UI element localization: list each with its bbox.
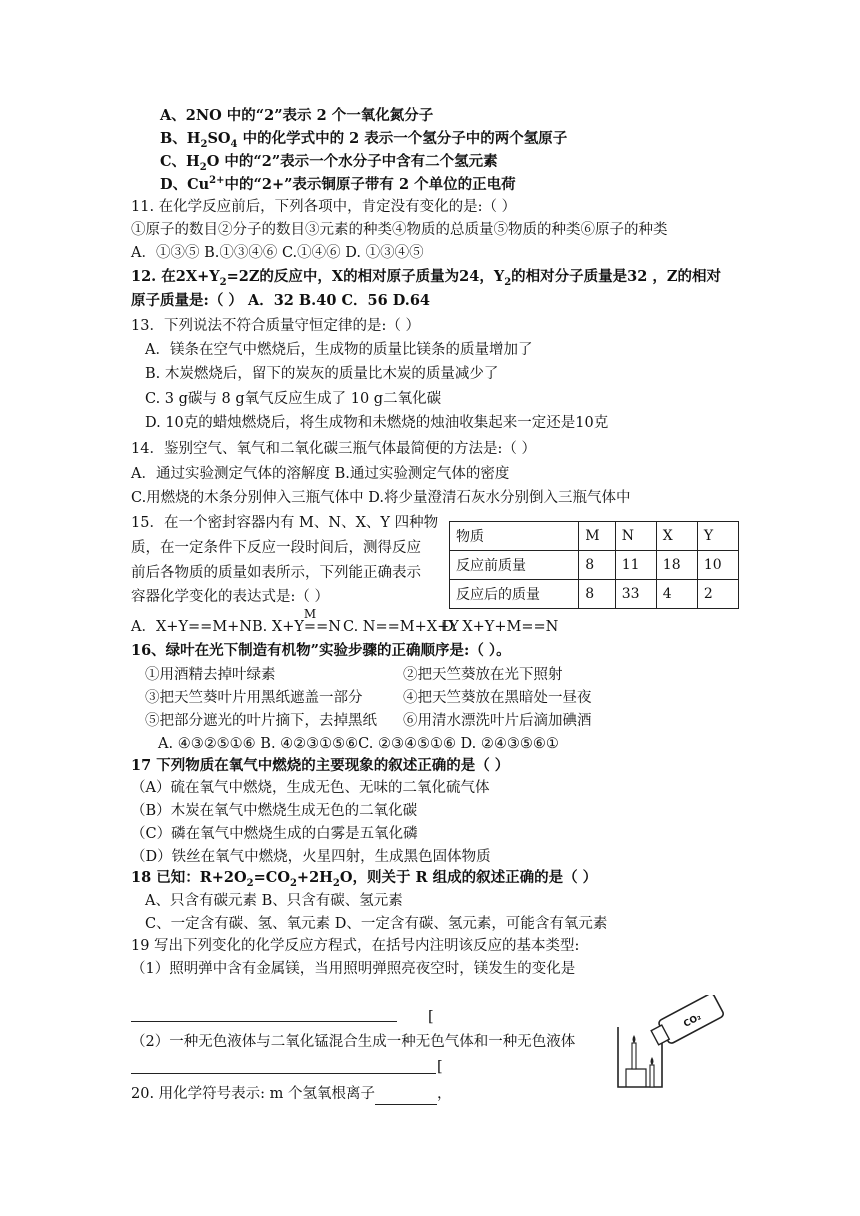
tall-candle-flame-icon (633, 1035, 636, 1043)
q13-option-c: C. 3 g碳与 8 g氧气反应生成了 10 g二氧化碳 (145, 391, 442, 407)
table-cell: X (656, 522, 697, 551)
bottle-label: CO₂ (682, 1012, 703, 1030)
q15-stem-line2: 质，在一定条件下反应一段时间后，测得反应 (131, 540, 421, 556)
answer-line-1[interactable] (131, 1021, 397, 1022)
table-row (450, 551, 739, 580)
q13-option-d: D. 10克的蜡烛燃烧后，将生成物和未燃烧的烛油收集起来一定还是10克 (145, 415, 609, 431)
q17-option-b: （B）木炭在氧气中燃烧生成无色的二氧化碳 (131, 803, 418, 819)
q17-stem: 17 下列物质在氧气中燃烧的主要现象的叙述正确的是（ ） (131, 757, 510, 774)
co2-candle-figure (610, 995, 732, 1093)
q12-stem: 12. 在$2X+Y_2=2Z$的反应中，X的相对原子质量为24，$Y_2$的相对分子质量是32 ，Z的相对 (131, 268, 721, 288)
q15-option-c: C. N==M+X+Y (343, 619, 459, 635)
q11-items: ①原子的数目②分子的数目③元素的种类④物质的总质量⑤物质的种类⑥原子的种类 (131, 222, 668, 238)
table-header-row (450, 522, 739, 551)
q18-options-ab: A、只含有碳元素 B、只含有碳、氢元素 (145, 893, 403, 909)
table-cell: 物质 (450, 522, 579, 551)
q15-stem-line1: 15．在一个密封容器内有 M、N、X、Y 四种物 (131, 515, 439, 531)
q20-answer-blank[interactable] (375, 1082, 437, 1105)
mass-table (449, 521, 739, 609)
q20-question: 20. 用化学符号表示: m 个氢氧根离子 ， (131, 1082, 452, 1105)
q11-options: A．①③⑤ B.①③④⑥ C.①④⑥ D. ①③④⑤ (131, 245, 424, 261)
q10-option-c: C、$H_2O$ 中的“2”表示一个水分子中含有二个氢元素 (160, 153, 498, 173)
q17-option-a: （A）硫在氧气中燃烧，生成无色、无味的二氧化硫气体 (131, 780, 490, 796)
table-cell: N (615, 522, 656, 551)
q18-options-cd: C、一定含有碳、氢、氧元素 D、一定含有碳、氢元素，可能含有氧元素 (145, 916, 608, 932)
table-cell: 反应前质量 (450, 551, 579, 580)
table-cell: 2 (697, 580, 738, 609)
q16-step-5: ⑤把部分遮光的叶片摘下，去掉黑纸 (145, 713, 377, 729)
q17-option-d: （D）铁丝在氧气中燃烧，火星四射，生成黑色固体物质 (131, 849, 491, 865)
q13-stem: 13．下列说法不符合质量守恒定律的是:（ ） (131, 318, 420, 334)
q18-stem: 18 已知：$R+2O_2=CO_2+2H_2O$，则关于 R 组成的叙述正确的是（ ） (131, 869, 598, 889)
q16-stem: 16、绿叶在光下制造有机物”实验步骤的正确顺序是:（ ）。 (131, 642, 511, 659)
q16-options: A. ④③②⑤①⑥ B. ④②③①⑤⑥C. ②③④⑤①⑥ D. ②④③⑤⑥① (158, 736, 559, 752)
q15-option-b: B. X+Y M ==N (252, 607, 341, 635)
q12-options: 原子质量是:（ ） A．32 B.40 C．56 D.64 (131, 292, 431, 309)
q16-step-6: ⑥用清水漂洗叶片后滴加碘酒 (403, 713, 592, 729)
table-cell: 反应后的质量 (450, 580, 579, 609)
q15-stem-line3: 前后各物质的质量如表所示，下列能正确表示 (131, 565, 421, 581)
answer-line-2[interactable] (131, 1073, 436, 1074)
table-cell: M (579, 522, 615, 551)
q14-options-ab: A．通过实验测定气体的溶解度 B.通过实验测定气体的密度 (131, 466, 510, 482)
q19-stem: 19 写出下列变化的化学反应方程式，在括号内注明该反应的基本类型: (131, 938, 580, 954)
table-cell: 4 (656, 580, 697, 609)
q19-part-1: （1）照明弹中含有金属镁，当用照明弹照亮夜空时，镁发生的变化是 (131, 961, 576, 977)
table-cell: 10 (697, 551, 738, 580)
q13-option-b: B. 木炭燃烧后，留下的炭灰的质量比木炭的质量减少了 (145, 366, 499, 382)
q10-option-d: D、$Cu^{2+}$中的“2+”表示铜原子带有 2 个单位的正电荷 (160, 175, 516, 193)
q15-stem-line4: 容器化学变化的表达式是:（ ） (131, 589, 329, 605)
q17-option-c: （C）磷在氧气中燃烧生成的白雾是五氧化磷 (131, 826, 418, 842)
short-candle (650, 1065, 654, 1087)
tall-candle (632, 1043, 636, 1069)
table-row (450, 580, 739, 609)
co2-bottle (649, 995, 725, 1049)
q16-step-2: ②把天竺葵放在光下照射 (403, 667, 563, 683)
q19-part-2: （2）一种无色液体与二氧化锰混合生成一种无色气体和一种无色液体 (131, 1034, 576, 1050)
short-candle-flame-icon (651, 1057, 654, 1065)
q14-stem: 14．鉴别空气、氧气和二氧化碳三瓶气体最简便的方法是:（ ） (131, 441, 536, 457)
table-cell: 8 (579, 551, 615, 580)
table-cell: 8 (579, 580, 615, 609)
q15-option-a: A．X+Y==M+N (131, 619, 252, 635)
q10-option-b: B、$H_2SO_4$ 中的化学式中的 2 表示一个氢分子中的两个氢原子 (160, 130, 568, 150)
q11-stem: 11. 在化学反应前后，下列各项中，肯定没有变化的是:（ ） (131, 199, 517, 215)
table-cell: 11 (615, 551, 656, 580)
q16-step-3: ③把天竺葵叶片用黑纸遮盖一部分 (145, 690, 363, 706)
q13-option-a: A．镁条在空气中燃烧后，生成物的质量比镁条的质量增加了 (145, 342, 533, 358)
q10-option-a: A、2NO 中的“2”表示 2 个一氧化氮分子 (160, 107, 434, 124)
q14-options-cd: C.用燃烧的木条分别伸入三瓶气体中 D.将少量澄清石灰水分别倒入三瓶气体中 (131, 490, 631, 506)
type-bracket-1: [ (428, 1009, 434, 1025)
type-bracket-2: [ (437, 1059, 443, 1075)
q15-option-d: D. X+Y+M==N (442, 619, 559, 635)
table-cell: 33 (615, 580, 656, 609)
beaker-step (626, 1069, 646, 1087)
table-cell: 18 (656, 551, 697, 580)
table-cell: Y (697, 522, 738, 551)
q16-step-1: ①用酒精去掉叶绿素 (145, 667, 276, 683)
q16-step-4: ④把天竺葵放在黑暗处一昼夜 (403, 690, 592, 706)
